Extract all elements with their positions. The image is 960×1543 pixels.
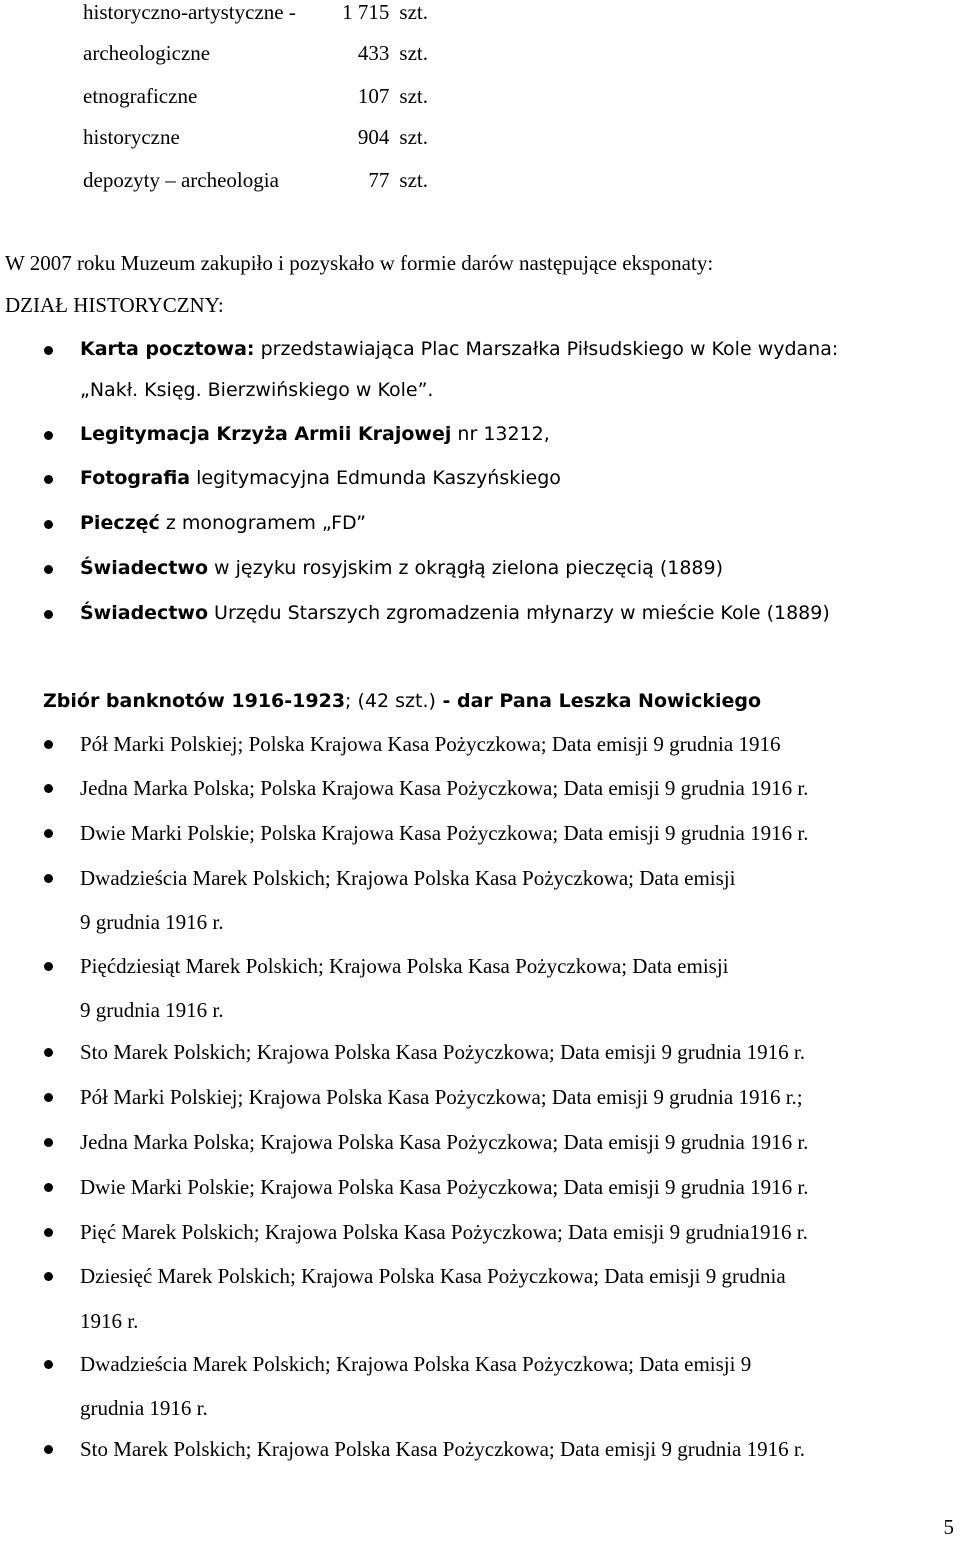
bullet-icon (44, 346, 53, 355)
count-value: 1 715 szt. (342, 0, 428, 24)
count-category: archeologiczne (83, 41, 211, 65)
banknote-item-continuation: 9 grudnia 1916 r. (80, 910, 224, 934)
bullet-icon (44, 475, 53, 484)
banknote-item: Pół Marki Polskiej; Polska Krajowa Kasa Pożyczkowa; Data emisji 9 grudnia 1916 (80, 732, 781, 756)
banknote-item: Dwadzieścia Marek Polskich; Krajowa Polska Kasa Pożyczkowa; Data emisji (80, 866, 736, 890)
bullet-icon (44, 431, 53, 440)
bullet-icon (44, 962, 53, 971)
banknote-item-continuation: grudnia 1916 r. (80, 1396, 208, 1420)
count-category: etnograficzne (83, 84, 198, 108)
list-item: Pieczęć z monogramem „FD” (80, 512, 366, 534)
banknote-item: Dwie Marki Polskie; Krajowa Polska Kasa Pożyczkowa; Data emisji 9 grudnia 1916 r. (80, 1175, 809, 1199)
list-item: Fotografia legitymacyjna Edmunda Kaszyńskiego (80, 467, 561, 489)
banknote-item: Pięć Marek Polskich; Krajowa Polska Kasa Pożyczkowa; Data emisji 9 grudnia1916 r. (80, 1220, 808, 1244)
bullet-icon (44, 610, 53, 619)
bullet-icon (44, 784, 53, 793)
list-item: Świadectwo w języku rosyjskim z okrągłą zielona pieczęcią (1889) (80, 557, 724, 579)
bullet-icon (44, 1183, 53, 1192)
page-number: 5 (943, 1515, 954, 1539)
banknote-item: Sto Marek Polskich; Krajowa Polska Kasa Pożyczkowa; Data emisji 9 grudnia 1916 r. (80, 1040, 805, 1064)
bullet-icon (44, 1048, 53, 1057)
bullet-icon (44, 1360, 53, 1369)
bullet-icon (44, 1228, 53, 1237)
bullet-icon (44, 565, 53, 574)
banknote-item-continuation: 1916 r. (80, 1309, 139, 1333)
count-value: 904 szt. (357, 125, 428, 149)
count-value: 433 szt. (357, 41, 428, 65)
count-value: 77 szt. (368, 168, 428, 192)
bullet-icon (44, 1272, 53, 1281)
banknote-item: Dziesięć Marek Polskich; Krajowa Polska Kasa Pożyczkowa; Data emisji 9 grudnia (80, 1264, 786, 1288)
banknote-item-continuation: 9 grudnia 1916 r. (80, 998, 224, 1022)
list-item-continuation: „Nakł. Księg. Bierzwińskiego w Kole”. (80, 379, 434, 401)
bullet-icon (44, 1138, 53, 1147)
banknote-item: Dwadzieścia Marek Polskich; Krajowa Polska Kasa Pożyczkowa; Data emisji 9 (80, 1352, 752, 1376)
list-item: Świadectwo Urzędu Starszych zgromadzenia młynarzy w mieście Kole (1889) (80, 602, 830, 624)
banknotes-heading: Zbiór banknotów 1916-1923; (42 szt.) - dar Pana Leszka Nowickiego (43, 690, 762, 712)
count-value: 107 szt. (357, 84, 428, 108)
count-category: historyczne (83, 125, 180, 149)
bullet-icon (44, 520, 53, 529)
banknote-item: Sto Marek Polskich; Krajowa Polska Kasa Pożyczkowa; Data emisji 9 grudnia 1916 r. (80, 1437, 805, 1461)
banknote-item: Pięćdziesiąt Marek Polskich; Krajowa Polska Kasa Pożyczkowa; Data emisji (80, 954, 729, 978)
bullet-icon (44, 829, 53, 838)
list-item: Karta pocztowa: przedstawiająca Plac Marszałka Piłsudskiego w Kole wydana: (80, 338, 839, 360)
section-heading: DZIAŁ HISTORYCZNY: (5, 293, 224, 317)
bullet-icon (44, 1445, 53, 1454)
banknote-item: Jedna Marka Polska; Krajowa Polska Kasa Pożyczkowa; Data emisji 9 grudnia 1916 r. (80, 1130, 809, 1154)
bullet-icon (44, 740, 53, 749)
banknote-item: Pół Marki Polskiej; Krajowa Polska Kasa Pożyczkowa; Data emisji 9 grudnia 1916 r.; (80, 1085, 803, 1109)
list-item: Legitymacja Krzyża Armii Krajowej nr 13212, (80, 423, 550, 445)
banknote-item: Dwie Marki Polskie; Polska Krajowa Kasa Pożyczkowa; Data emisji 9 grudnia 1916 r. (80, 821, 809, 845)
count-category: depozyty – archeologia (83, 168, 279, 192)
bullet-icon (44, 1093, 53, 1102)
count-category: historyczno-artystyczne - (83, 0, 296, 24)
bullet-icon (44, 874, 53, 883)
intro-paragraph: W 2007 roku Muzeum zakupiło i pozyskało w formie darów następujące eksponaty: (5, 251, 714, 275)
banknote-item: Jedna Marka Polska; Polska Krajowa Kasa Pożyczkowa; Data emisji 9 grudnia 1916 r. (80, 776, 809, 800)
